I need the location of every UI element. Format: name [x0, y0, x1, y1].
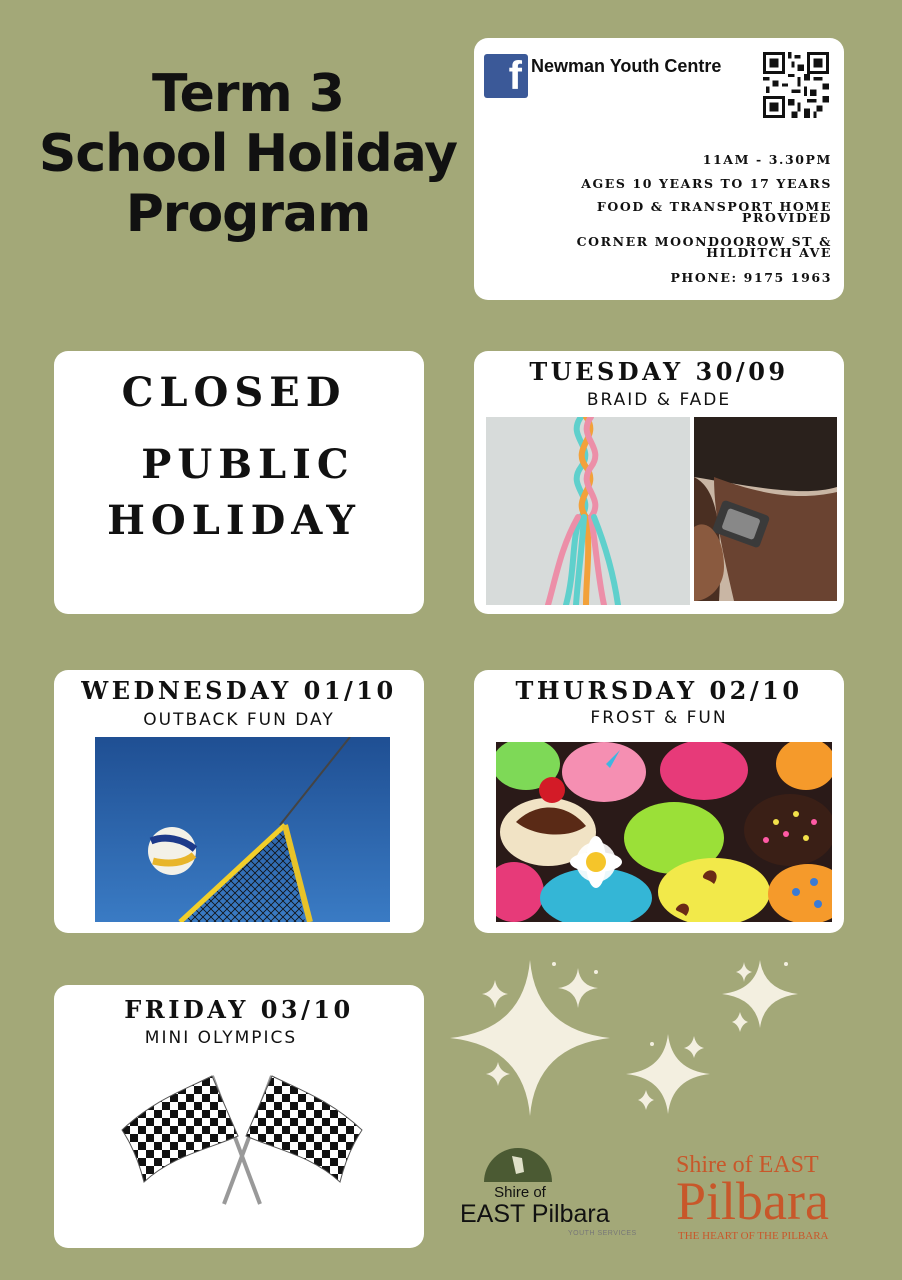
shire-east-pilbara-logo [676, 1152, 876, 1252]
friday-day: FRIDAY 03/10 [124, 995, 354, 1024]
thursday-day: THURSDAY 02/10 [515, 676, 803, 705]
wednesday-card [54, 670, 424, 933]
checkered-flags-icon [114, 1070, 374, 1210]
facebook-icon[interactable]: f [484, 54, 528, 98]
sunrise-logo-icon [484, 1148, 552, 1184]
ages-text: AGES 10 YEARS TO 17 YEARS [581, 176, 832, 191]
wednesday-activity: OUTBACK FUN DAY [143, 710, 335, 730]
sparkles-decoration [440, 950, 820, 1130]
logo-left-line1: Shire of [494, 1184, 546, 1201]
wednesday-day: WEDNESDAY 01/10 [81, 676, 397, 705]
logo-right-line2: Pilbara [676, 1171, 829, 1231]
cupcakes-image [496, 742, 832, 922]
shire-youth-services-logo [458, 1148, 658, 1248]
closed-label: CLOSED [121, 369, 347, 416]
holiday-label: HOLIDAY [107, 497, 361, 544]
friday-activity: MINI OLYMPICS [144, 1028, 298, 1048]
tuesday-day: TUESDAY 30/09 [529, 357, 789, 386]
address-text: CORNER MOONDOOROW ST & HILDITCH AVE [576, 234, 832, 260]
braid-image [486, 417, 690, 605]
centre-name: Newman Youth Centre [531, 56, 722, 76]
tuesday-activity: BRAID & FADE [586, 390, 732, 410]
food-transport-text: FOOD & TRANSPORT HOME PROVIDED [596, 199, 832, 225]
page-title [30, 64, 466, 244]
fade-haircut-image [694, 417, 837, 601]
friday-card [54, 985, 424, 1248]
info-card [474, 38, 844, 300]
logo-right-line1: Shire of EAST [676, 1152, 819, 1178]
logo-right-tagline: THE HEART OF THE PILBARA [678, 1230, 829, 1242]
hours-text: 11AM - 3.30PM [702, 152, 832, 167]
logo-left-line2: EAST Pilbara [460, 1200, 610, 1228]
tuesday-card [474, 351, 844, 614]
qr-code-icon [763, 52, 829, 118]
logo-left-tagline: YOUTH SERVICES [568, 1230, 637, 1237]
closed-card [54, 351, 424, 614]
volleyball-image [95, 737, 390, 922]
public-label: PUBLIC [141, 441, 355, 488]
title-line-1: Term 3 [152, 64, 344, 124]
title-line-2: School Holiday [38, 124, 458, 184]
phone-text: PHONE: 9175 1963 [670, 270, 832, 285]
thursday-card [474, 670, 844, 933]
title-line-3: Program [125, 184, 371, 244]
thursday-activity: FROST & FUN [590, 708, 728, 728]
